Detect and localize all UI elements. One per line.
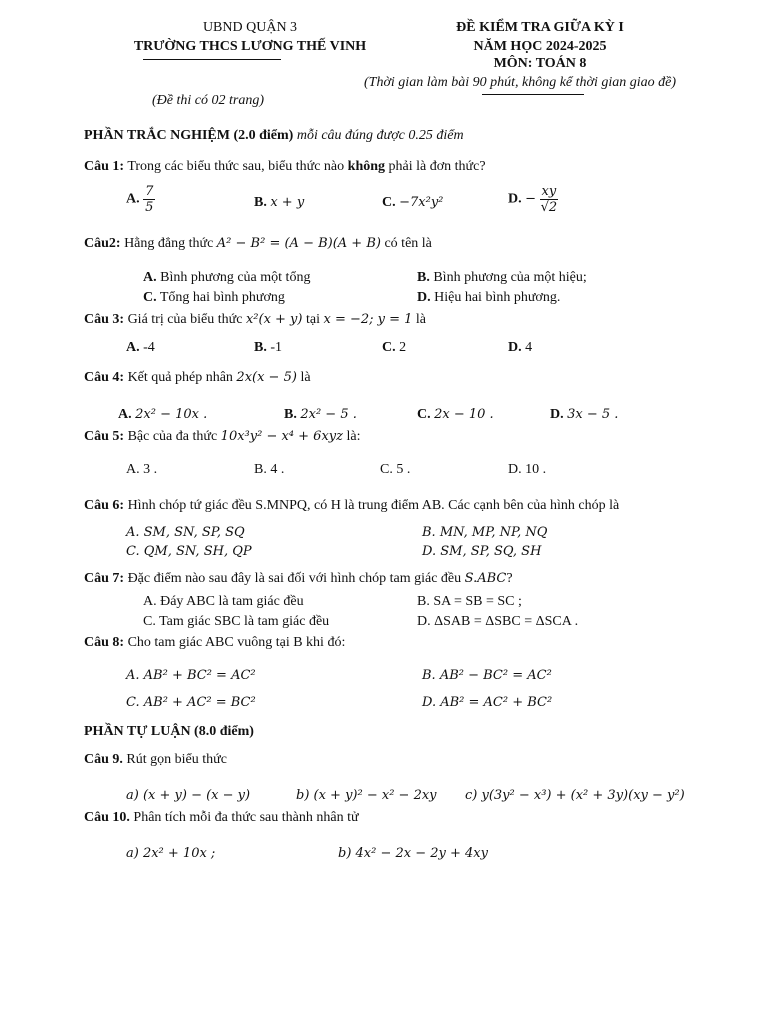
fraction: [143, 185, 155, 214]
question-text: có tên là: [384, 236, 432, 251]
header-right-line3: MÔN: TOÁN 8: [493, 56, 587, 71]
question-7: [84, 571, 513, 587]
question-5: [84, 429, 360, 445]
option-label: B.: [417, 270, 430, 285]
pages-note: (Đề thi có 02 trang): [152, 93, 264, 108]
q8-option-a: A. AB² + BC² = AC²: [126, 668, 256, 683]
option-value: -4: [143, 340, 155, 355]
header-right-line1: ĐỀ KIỂM TRA GIỮA KỲ I: [456, 20, 624, 35]
time-note: (Thời gian làm bài 90 phút, không kể thời gian giao đề): [364, 75, 677, 90]
q1-option-b: [254, 195, 304, 211]
q4-option-c: [417, 407, 494, 423]
question-label: Câu 6:: [84, 498, 125, 513]
denominator: √2: [540, 200, 558, 215]
question-text: Phân tích mỗi đa thức sau thành nhân tử: [133, 810, 359, 825]
formula: A² − B² = (A − B)(A + B): [216, 236, 381, 251]
question-text: Trong các biểu thức sau, biểu thức nào: [127, 159, 345, 174]
formula: 2x(x − 5): [236, 370, 297, 385]
header-left-rule: [143, 59, 281, 60]
q2-option-a: [143, 270, 310, 286]
q4-option-d: [550, 407, 618, 423]
q3-option-a: [126, 340, 155, 356]
q7-option-c: C. Tam giác SBC là tam giác đều: [143, 614, 330, 629]
question-text: Giá trị của biểu thức: [127, 312, 243, 327]
q4-option-b: [284, 407, 357, 423]
q2-option-c: [143, 290, 285, 306]
question-text: Rút gọn biểu thức: [126, 752, 227, 767]
question-text: Cho tam giác ABC vuông tại B khi đó:: [127, 635, 346, 650]
q1-option-d: [508, 185, 558, 214]
numerator: 7: [145, 184, 154, 199]
formula: S.ABC: [464, 571, 507, 586]
question-label: Câu 7:: [84, 571, 125, 586]
option-label: B.: [254, 340, 267, 355]
fraction: [540, 185, 559, 214]
q3-option-b: [254, 340, 282, 356]
q9-part-c: c) y(3y² − x³) + (x² + 3y)(xy − y²): [465, 788, 685, 803]
option-label: A.: [126, 340, 140, 355]
header-left-line1: UBND QUẬN 3: [202, 20, 298, 35]
question-label: Câu 3:: [84, 312, 125, 327]
option-label: D.: [508, 340, 522, 355]
q7-option-d: D. ΔSAB = ΔSBC = ΔSCA .: [417, 614, 579, 629]
option-value: 4: [525, 340, 533, 355]
question-text: Hằng đẳng thức: [124, 236, 214, 251]
minus-sign: −: [525, 191, 537, 207]
option-value: x + y: [270, 195, 305, 210]
option-value: 2x² − 5 .: [300, 407, 357, 422]
numerator: xy: [541, 184, 557, 199]
q6-option-b: B. MN, MP, NP, NQ: [422, 525, 548, 540]
question-label: Câu 1:: [84, 159, 125, 174]
question-6: [84, 498, 619, 514]
q5-option-c: C. 5 .: [380, 462, 411, 477]
option-label: C.: [382, 340, 396, 355]
option-label: D.: [508, 191, 522, 207]
option-label: A.: [143, 270, 157, 285]
option-value: 3x − 5 .: [567, 407, 619, 422]
option-label: B.: [284, 407, 297, 422]
question-text: phải là đơn thức?: [388, 159, 486, 174]
part1-title: PHẦN TRẮC NGHIỆM (2.0 điểm): [84, 128, 294, 143]
option-text: Bình phương của một tổng: [160, 270, 311, 285]
q4-option-a: [118, 407, 207, 423]
q3-option-c: [382, 340, 406, 356]
question-text-bold: không: [347, 159, 386, 174]
option-label: B.: [254, 195, 267, 210]
q8-option-b: B. AB² − BC² = AC²: [422, 668, 552, 683]
option-value: -1: [270, 340, 283, 355]
q10-part-a: a) 2x² + 10x ;: [126, 846, 216, 861]
question-3: [84, 312, 426, 328]
formula: x²(x + y): [245, 312, 303, 327]
q5-option-d: D. 10 .: [508, 462, 547, 477]
question-label: Câu 4:: [84, 370, 125, 385]
q5-option-b: B. 4 .: [254, 462, 285, 477]
question-label: Câu2:: [84, 236, 121, 251]
question-text: tại: [305, 312, 320, 327]
header-right-line2: NĂM HỌC 2024-2025: [473, 39, 607, 54]
question-text: Bậc của đa thức: [127, 429, 218, 444]
q9-part-a: a) (x + y) − (x − y): [126, 788, 251, 803]
part1-heading: [84, 128, 464, 144]
option-value: 2x² − 10x .: [135, 407, 208, 422]
part2-title: PHẦN TỰ LUẬN (8.0 điểm): [84, 724, 254, 739]
question-1: [84, 159, 486, 175]
denominator: 5: [145, 200, 154, 215]
question-10: [84, 810, 359, 826]
part1-subtitle: mỗi câu đúng được 0.25 điểm: [296, 128, 464, 143]
question-label: Câu 9.: [84, 752, 123, 767]
question-label: Câu 8:: [84, 635, 125, 650]
option-value: −7x²y²: [399, 195, 444, 210]
header-left-line2: TRƯỜNG THCS LƯƠNG THẾ VINH: [133, 39, 367, 54]
q5-option-a: A. 3 .: [126, 462, 158, 477]
question-text: Kết quả phép nhân: [127, 370, 233, 385]
option-value: 2: [399, 340, 407, 355]
question-label: Câu 5:: [84, 429, 125, 444]
question-text: Đặc điểm nào sau đây là sai đối với hình chóp tam giác đều: [127, 571, 462, 586]
q1-option-c: [382, 195, 443, 211]
question-text: Hình chóp tứ giác đều S.MNPQ, có H là trung điểm AB. Các cạnh bên của hình chóp là: [127, 498, 620, 513]
option-text: Hiệu hai bình phương.: [434, 290, 561, 305]
q1-option-a: [126, 185, 155, 214]
formula: x = −2; y = 1: [323, 312, 413, 327]
option-label: D.: [550, 407, 564, 422]
q7-option-b: B. SA = SB = SC ;: [417, 594, 522, 609]
option-value: 2x − 10 .: [434, 407, 494, 422]
q9-part-b: b) (x + y)² − x² − 2xy: [296, 788, 437, 803]
option-label: D.: [417, 290, 431, 305]
time-note-rule: [482, 94, 584, 95]
option-label: C.: [382, 195, 396, 210]
question-label: Câu 10.: [84, 810, 130, 825]
option-label: A.: [126, 191, 140, 207]
option-text: Tổng hai bình phương: [159, 290, 285, 305]
question-text: là: [300, 370, 311, 385]
question-2: [84, 236, 432, 252]
option-text: Bình phương của một hiệu;: [433, 270, 587, 285]
q8-option-c: C. AB² + AC² = BC²: [126, 695, 256, 710]
q8-option-d: D. AB² = AC² + BC²: [422, 695, 553, 710]
formula: 10x³y² − x⁴ + 6xyz: [220, 429, 343, 444]
q2-option-d: [417, 290, 560, 306]
option-label: A.: [118, 407, 132, 422]
q6-option-c: C. QM, SN, SH, QP: [126, 544, 252, 559]
question-text: ?: [506, 571, 513, 586]
question-text: là: [415, 312, 427, 327]
q7-option-a: A. Đáy ABC là tam giác đều: [143, 594, 304, 609]
q10-part-b: b) 4x² − 2x − 2y + 4xy: [338, 846, 488, 861]
option-label: C.: [417, 407, 431, 422]
question-8: [84, 635, 345, 651]
option-label: C.: [143, 290, 157, 305]
q2-option-b: [417, 270, 587, 286]
q6-option-a: A. SM, SN, SP, SQ: [126, 525, 245, 540]
q6-option-d: D. SM, SP, SQ, SH: [422, 544, 542, 559]
q3-option-d: [508, 340, 532, 356]
question-text: là:: [346, 429, 361, 444]
question-4: [84, 370, 311, 386]
question-9: [84, 752, 227, 768]
